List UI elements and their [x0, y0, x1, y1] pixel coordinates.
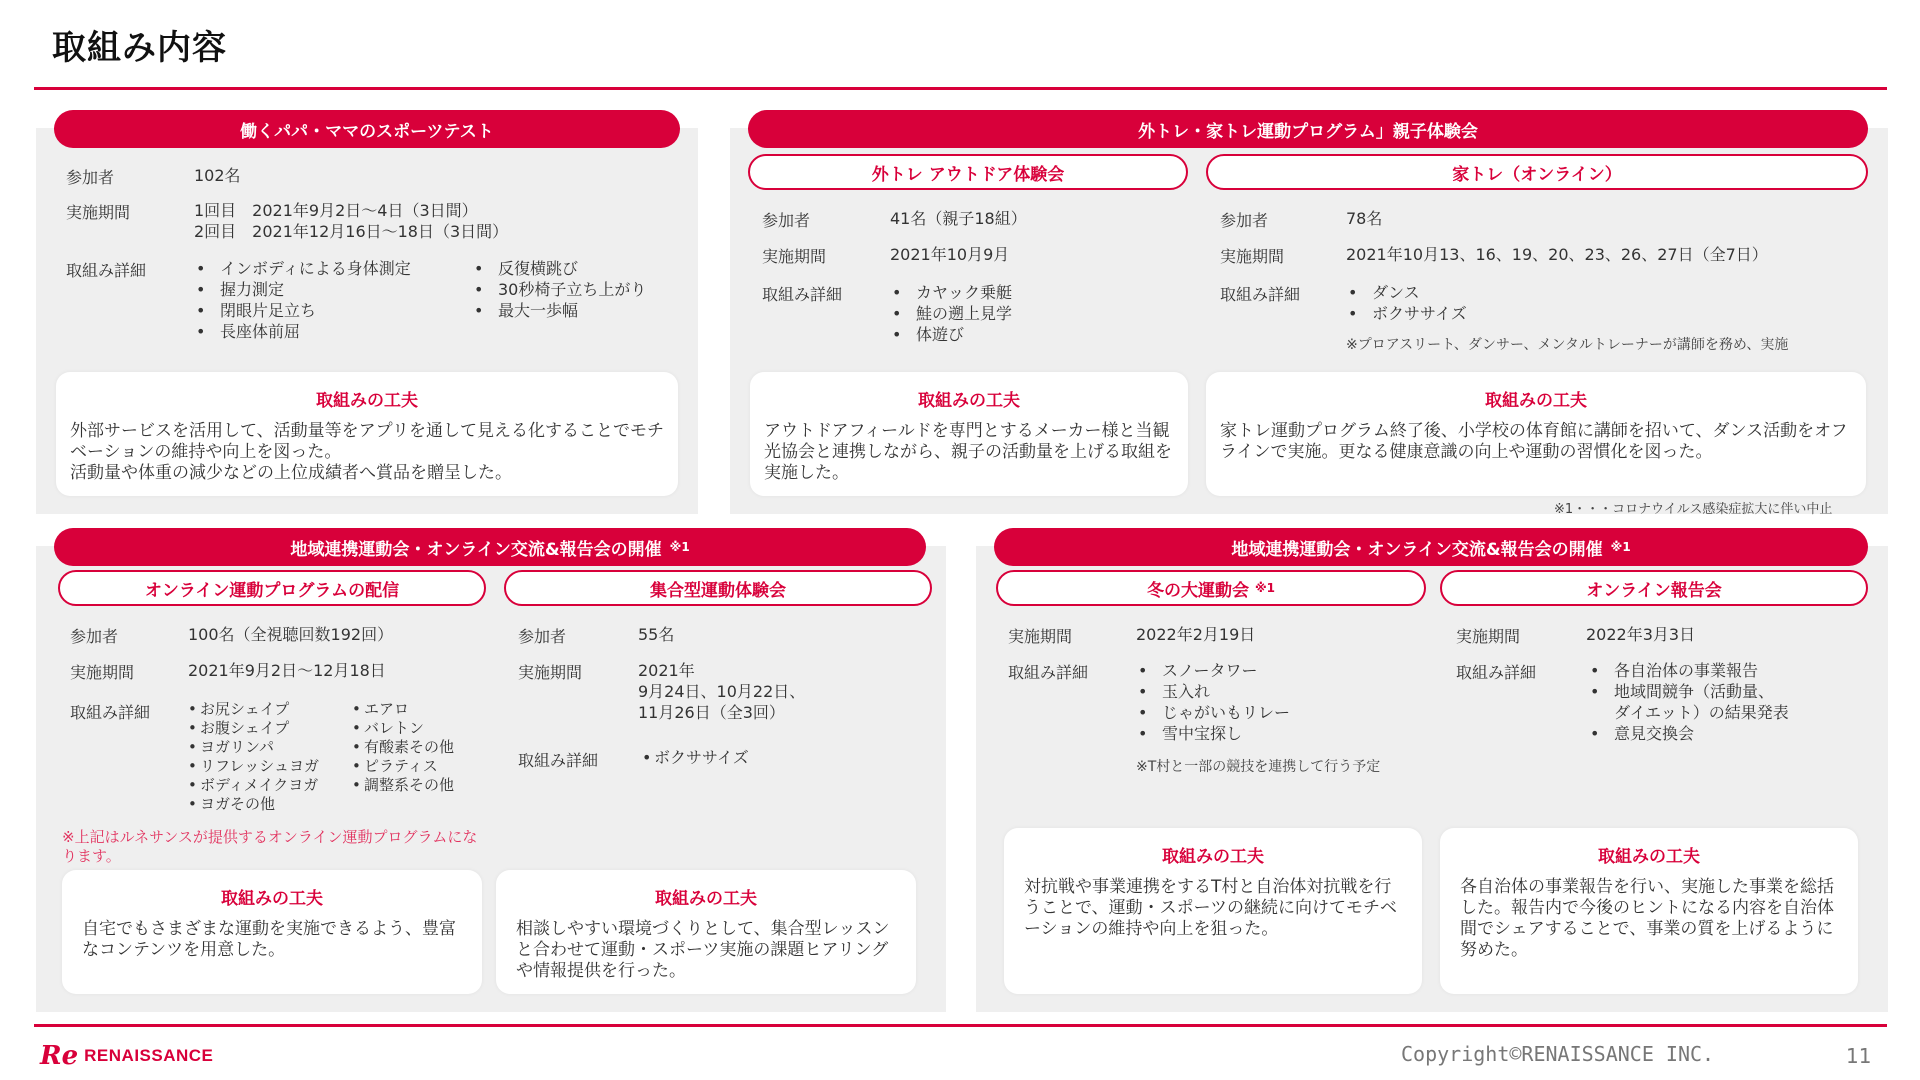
section-b-title: 外トレ・家トレ運動プログラム」親子体験会: [748, 110, 1868, 148]
ingenuity-card: [1004, 828, 1422, 994]
program-note: ※上記はルネサンスが提供するオンライン運動プログラムになります。: [62, 828, 478, 865]
period-value: 2021年10月13、16、19、20、23、26、27日（全7日）: [1346, 245, 1768, 264]
details-label: 取組み詳細: [70, 703, 151, 722]
list-item: • 玉入れ: [1134, 681, 1290, 702]
details-list: [888, 282, 1012, 345]
period-label: 実施期間: [762, 247, 827, 266]
ingenuity-heading: 取組みの工夫: [1162, 847, 1264, 867]
participants-value: 78名: [1346, 209, 1383, 228]
period-label: 実施期間: [518, 663, 583, 682]
tab-group-experience: 集合型運動体験会: [504, 570, 932, 606]
top-divider: [34, 87, 1887, 90]
period-value: 2021年10月9月: [890, 245, 1010, 264]
details-list: [1134, 660, 1290, 744]
tab-online-report: オンライン報告会: [1440, 570, 1868, 606]
participants-label: 参加者: [1220, 211, 1269, 230]
ingenuity-card: [1206, 372, 1866, 496]
ingenuity-text: アウトドアフィールドを専門とするメーカー様と当観光協会と連携しながら、親子の活動量を上げる取組を実施した。: [764, 421, 1172, 483]
participants-label: 参加者: [70, 627, 119, 646]
list-item: • 30秒椅子立ち上がり: [470, 279, 646, 300]
list-item: • お尻シェイプ: [188, 700, 319, 719]
section-a-title: 働くパパ・ママのスポーツテスト: [54, 110, 680, 148]
participants-value: 100名（全視聴回数192回）: [188, 625, 394, 644]
ingenuity-heading: 取組みの工夫: [918, 391, 1020, 411]
section-c-title: 地域連携運動会・オンライン交流&報告会の開催 ※1: [54, 528, 926, 566]
ingenuity-card: [56, 372, 678, 496]
details-list: [192, 258, 411, 342]
details-label: 取組み詳細: [66, 261, 147, 280]
list-item: • 体遊び: [888, 324, 1012, 345]
ingenuity-card: [1440, 828, 1858, 994]
ingenuity-text: 対抗戦や事業連携をするT村と自治体対抗戦を行うことで、運動・スポーツの継続に向けてモチベーションの維持や向上を狙った。: [1024, 877, 1397, 939]
tab-winter-games: 冬の大運動会 ※1: [996, 570, 1426, 606]
list-item: • 握力測定: [192, 279, 411, 300]
list-item: • 反復横跳び: [470, 258, 646, 279]
list-item: • 調整系その他: [352, 776, 454, 795]
logo-mark: Re: [40, 1041, 79, 1071]
participants-label: 参加者: [762, 211, 811, 230]
details-list: [1344, 282, 1467, 324]
list-item: • カヤック乗艇: [888, 282, 1012, 303]
ingenuity-heading: 取組みの工夫: [316, 391, 418, 411]
list-item: • インボディによる身体測定: [192, 258, 411, 279]
copyright: Copyright©RENAISSANCE INC.: [1401, 1042, 1715, 1066]
period-value: 2021年 9月24日、10月22日、 11月26日（全3回）: [638, 661, 806, 722]
company-logo: [40, 1041, 213, 1071]
list-item: • ヨガその他: [188, 795, 319, 814]
list-item: • ダンス: [1344, 282, 1467, 303]
details-label: 取組み詳細: [1008, 663, 1089, 682]
details-label: 取組み詳細: [518, 751, 599, 770]
list-item: • ボクササイズ: [1344, 303, 1467, 324]
details-list: [352, 700, 454, 795]
period-value: 2022年3月3日: [1586, 625, 1696, 644]
list-item: • 地域間競争（活動量、 ダイエット）の結果発表: [1586, 681, 1789, 723]
list-item: • 雪中宝探し: [1134, 723, 1290, 744]
participants-label: 参加者: [518, 627, 567, 646]
period-label: 実施期間: [70, 663, 135, 682]
details-label: 取組み詳細: [1456, 663, 1537, 682]
collaboration-note: ※T村と一部の競技を連携して行う予定: [1136, 759, 1381, 775]
page-number: 11: [1846, 1044, 1872, 1068]
period-value: 1回目 2021年9月2日～4日（3日間） 2回目 2021年12月16日～18日（3日間）: [194, 201, 509, 241]
details-label: 取組み詳細: [762, 285, 843, 304]
list-item: • 閉眼片足立ち: [192, 300, 411, 321]
period-label: 実施期間: [1220, 247, 1285, 266]
list-item: • エアロ: [352, 700, 454, 719]
period-label: 実施期間: [1008, 627, 1073, 646]
period-label: 実施期間: [66, 203, 131, 222]
cancellation-footnote: ※1・・・コロナウイルス感染症拡大に伴い中止: [1554, 502, 1833, 517]
period-value: 2022年2月19日: [1136, 625, 1256, 644]
details-list: [188, 700, 319, 814]
list-item: • 長座体前屈: [192, 321, 411, 342]
logo-text: RENAISSANCE: [84, 1046, 214, 1065]
details-list: [1586, 660, 1789, 744]
list-item: • ヨガリンパ: [188, 738, 319, 757]
list-item: • ボディメイクヨガ: [188, 776, 319, 795]
ingenuity-heading: 取組みの工夫: [1598, 847, 1700, 867]
period-label: 実施期間: [1456, 627, 1521, 646]
list-item: • じゃがいもリレー: [1134, 702, 1290, 723]
tab-outdoor: 外トレ アウトドア体験会: [748, 154, 1188, 190]
participants-value: 55名: [638, 625, 675, 644]
list-item: • バレトン: [352, 719, 454, 738]
participants-label: 参加者: [66, 168, 115, 187]
instructor-note: ※プロアスリート、ダンサー、メンタルトレーナーが講師を務め、実施: [1346, 337, 1789, 353]
list-item: • スノータワー: [1134, 660, 1290, 681]
tab-online-program: オンライン運動プログラムの配信: [58, 570, 486, 606]
details-list: [470, 258, 646, 321]
details-label: 取組み詳細: [1220, 285, 1301, 304]
ingenuity-text: 自宅でもさまざまな運動を実施できるよう、豊富なコンテンツを用意した。: [82, 919, 456, 960]
ingenuity-text: 相談しやすい環境づくりとして、集合型レッスンと合わせて運動・スポーツ実施の課題ヒアリングや情報提供を行った。: [516, 919, 890, 981]
list-item: • お腹シェイプ: [188, 719, 319, 738]
list-item: • 最大一歩幅: [470, 300, 646, 321]
ingenuity-card: [496, 870, 916, 994]
ingenuity-card: [62, 870, 482, 994]
ingenuity-heading: 取組みの工夫: [221, 889, 323, 909]
period-value: 2021年9月2日～12月18日: [188, 661, 386, 680]
ingenuity-text: 外部サービスを活用して、活動量等をアプリを通して見える化することでモチベーションの維持や向上を図った。 活動量や体重の減少などの上位成績者へ賞品を贈呈した。: [70, 421, 664, 483]
participants-value: 102名: [194, 166, 241, 185]
ingenuity-heading: 取組みの工夫: [655, 889, 757, 909]
list-item: • 鮭の遡上見学: [888, 303, 1012, 324]
ingenuity-text: 各自治体の事業報告を行い、実施した事業を総括した。報告内で今後のヒントになる内容を自治体間でシェアすることで、事業の質を上げるように努めた。: [1460, 877, 1834, 960]
page-title: 取組み内容: [52, 28, 227, 68]
list-item: • リフレッシュヨガ: [188, 757, 319, 776]
list-item: • 有酸素その他: [352, 738, 454, 757]
ingenuity-card: [750, 372, 1188, 496]
list-item: • 意見交換会: [1586, 723, 1789, 744]
ingenuity-text: 家トレ運動プログラム終了後、小学校の体育館に講師を招いて、ダンス活動をオフラインで実施。更なる健康意識の向上や運動の習慣化を図った。: [1220, 421, 1848, 462]
tab-online: 家トレ（オンライン）: [1206, 154, 1868, 190]
details-list: [642, 748, 749, 767]
participants-value: 41名（親子18組）: [890, 209, 1027, 228]
section-d-title: 地域連携運動会・オンライン交流&報告会の開催 ※1: [994, 528, 1868, 566]
list-item: • 各自治体の事業報告: [1586, 660, 1789, 681]
ingenuity-heading: 取組みの工夫: [1485, 391, 1587, 411]
bottom-divider: [34, 1024, 1887, 1027]
list-item: • ボクササイズ: [642, 748, 749, 767]
list-item: • ピラティス: [352, 757, 454, 776]
